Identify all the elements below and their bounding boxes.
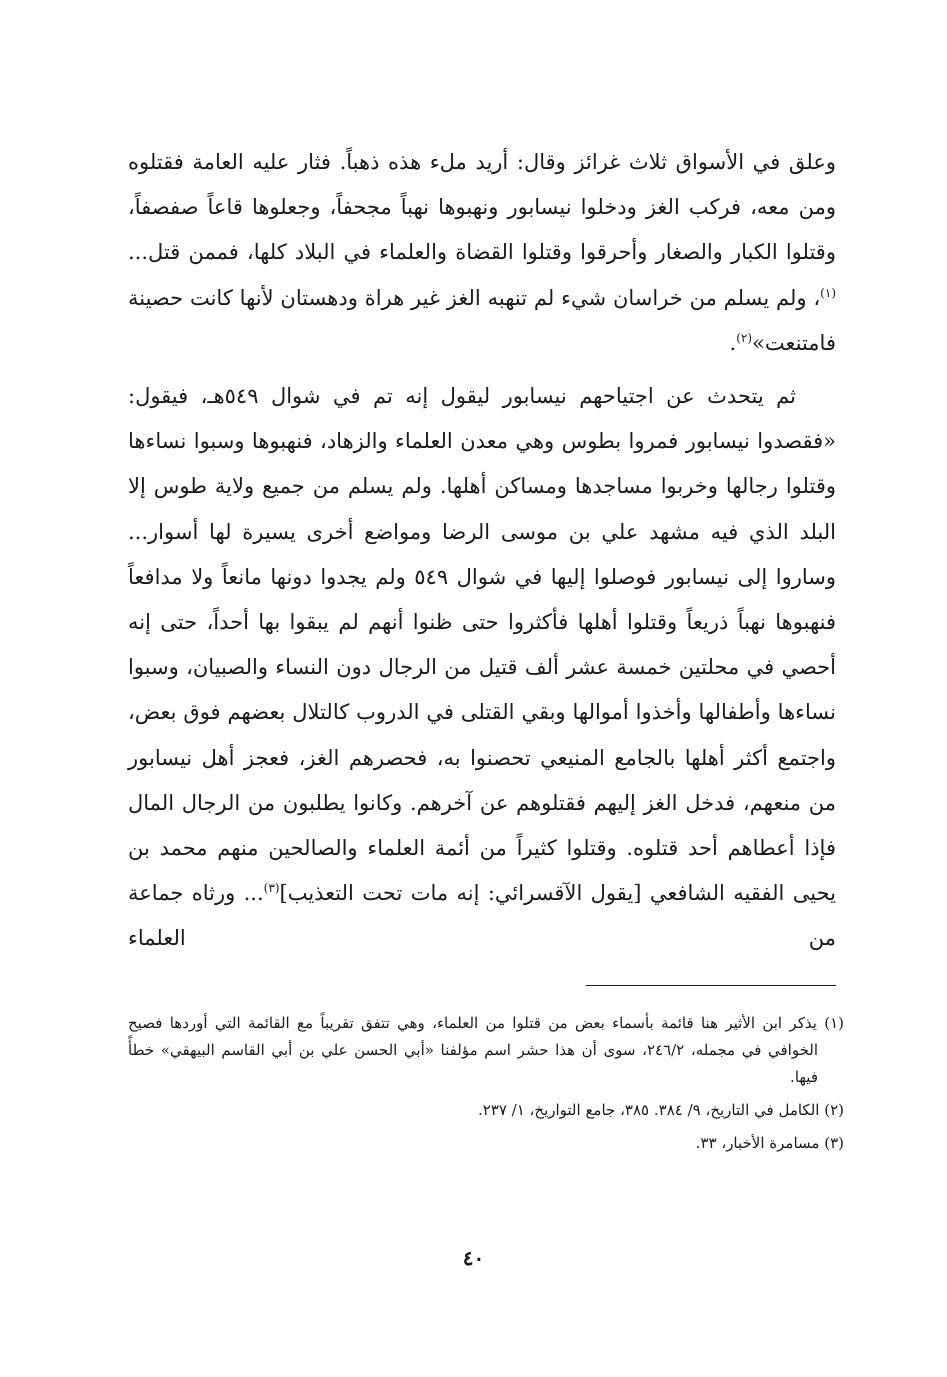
footnote-2: (٢) الكامل في التاريخ، ٩/ ٣٨٤. ٣٨٥، جامع التواريخ، ١/ ٢٣٧. [477,1101,844,1119]
footnote-3: (٣) مسامرة الأخبار، ٣٣. [695,1134,844,1152]
paragraph-1 [128,140,836,366]
paragraph-2-text-cont: ... ورثاه جماعة من العلماء [128,881,836,951]
footnotes [128,1010,844,1163]
footnote-ref-3: (٣) [263,881,280,896]
paragraph-2-text: ثم يتحدث عن اجتياحهم نيسابور ليقول إنه تم في شوال ٥٤٩هـ، فيقول: «فقصدوا نيسابور فمروا بطوس وهي معدن العلماء والزهاد، فنهبوها وسبوا نساءها وقتلوا رجالها وخربوا مساجدها ومساكن أهلها. ولم يسلم من جميع ولاية طوس إلا البلد الذي فيه مشهد علي بن موسى الرضا ومواضع أخرى يسيرة لها أسوار... وساروا إلى نيسابور فوصلوا إليها في شوال ٥٤٩ ولم يجدوا دونها مانعاً ولا مدافعاً فنهبوها نهباً ذريعاً وقتلوا أهلها فأكثروا حتى ظنوا أنهم لم يبقوا بها أحداً، حتى إنه أحصي في محلتين خمسة عشر ألف قتيل من الرجال دون النساء والصبيان، وسبوا نساءها وأطفالها وأخذوا أموالها وبقي القتلى في الدروب كالتلال بعضهم فوق بعض، واجتمع أكثر أهلها بالجامع المنيعي تحصنوا به، فحصرهم الغز، فعجز أهل نيسابور من منعهم، فدخل الغز إليهم فقتلوهم عن آخرهم. وكانوا يطلبون من الرجال المال فإذا أعطاهم أحد قتلوه. وقتلوا كثيراً من أئمة العلماء والصالحين منهم محمد بن يحيى الفقيه الشافعي [يقول الآقسرائي: إنه مات تحت التعذيب] [128,384,836,906]
page-number: ٤٠ [462,1246,485,1270]
footnote-1: (١) يذكر ابن الأثير هنا قائمة بأسماء بعض من قتلوا من العلماء، وهي تتفق تقريباً مع القائمة التي أوردها فصيح الخوافي في مجمله، ٢٤٦/٢، سوى أن هذا حشر اسم مؤلفنا «أبي الحسن علي بن أبي القاسم البيهقي» خطأً فيها. [128,1014,844,1086]
footnote-ref-1: (١) [820,285,836,300]
footnote-ref-2: (٢) [736,330,753,345]
paragraph-2 [128,374,836,962]
paragraph-1-text-cont: ، ولم يسلم من خراسان شيء لم تنهبه الغز غير هراة ودهستان لأنها كانت حصينة فامتنعت» [128,285,836,355]
footnote-separator [586,985,836,986]
main-text [128,140,836,962]
paragraph-1-text: وعلق في الأسواق ثلاث غرائز وقال: أريد ملء هذه ذهباً. فثار عليه العامة فقتلوه ومن معه، فركب الغز ودخلوا نيسابور ونهبوها نهباً مجحفاً، وجعلوها قاعاً صفصفاً، وقتلوا الكبار والصغار وأحرقوا وقتلوا القضاة والعلماء في البلاد كلها، فممن قتل... [128,150,836,265]
paragraph-1-end: . [729,330,737,355]
